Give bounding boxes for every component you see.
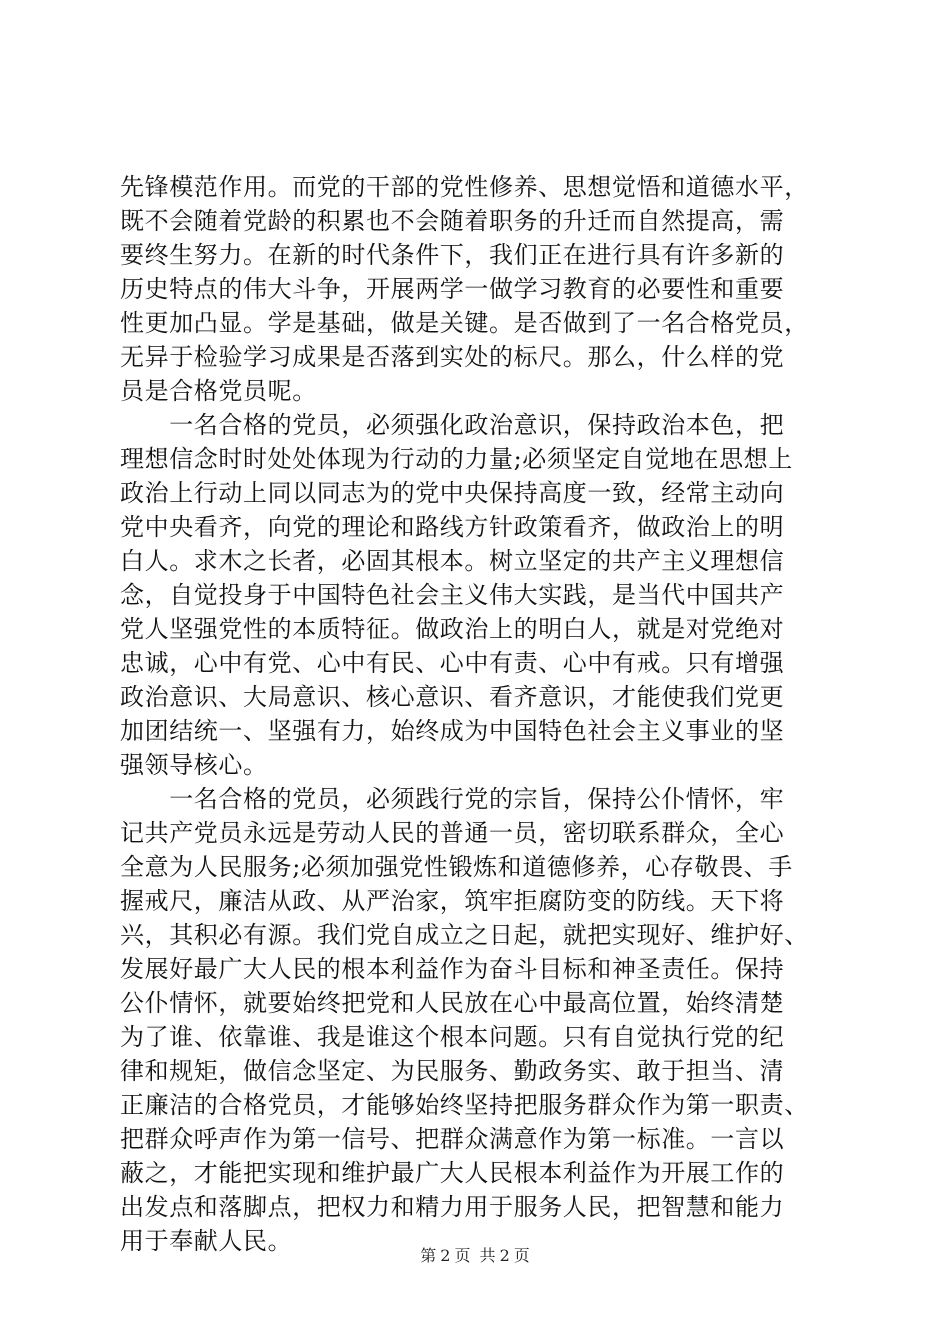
text-line: 强领导核心。	[120, 751, 268, 779]
text-line: 员是合格党员呢。	[120, 377, 317, 405]
text-line: 理想信念时时处处体现为行动的力量;必须坚定自觉地在思想上	[120, 445, 793, 473]
text-line: 为了谁、依靠谁、我是谁这个根本问题。只有自觉执行党的纪	[120, 1023, 785, 1051]
document-body	[120, 170, 832, 1258]
text-line: 党中央看齐，向党的理论和路线方针政策看齐，做政治上的明	[120, 513, 785, 541]
text-line: 政治意识、大局意识、核心意识、看齐意识，才能使我们党更	[120, 683, 785, 711]
text-line: 忠诚，心中有党、心中有民、心中有责、心中有戒。只有增强	[120, 649, 785, 677]
text-line: 历史特点的伟大斗争，开展两学一做学习教育的必要性和重要	[120, 275, 785, 303]
text-line: 把群众呼声作为第一信号、把群众满意作为第一标准。一言以	[120, 1125, 785, 1153]
text-line: 记共产党员永远是劳动人民的普通一员，密切联系群众，全心	[120, 819, 785, 847]
text-line: 公仆情怀，就要始终把党和人民放在心中最高位置，始终清楚	[120, 989, 785, 1017]
text-line: 一名合格的党员，必须强化政治意识，保持政治本色，把	[120, 411, 785, 439]
text-line: 蔽之，才能把实现和维护最广大人民根本利益作为开展工作的	[120, 1159, 785, 1187]
text-line: 既不会随着党龄的积累也不会随着职务的升迁而自然提高，需	[120, 207, 785, 235]
text-line: 握戒尺，廉洁从政、从严治家，筑牢拒腐防变的防线。天下将	[120, 887, 785, 915]
text-line: 念，自觉投身于中国特色社会主义伟大实践，是当代中国共产	[120, 581, 785, 609]
total-pages-number: 2	[499, 1246, 510, 1265]
text-line: 发展好最广大人民的根本利益作为奋斗目标和神圣责任。保持	[120, 955, 785, 983]
text-line: 先锋模范作用。而党的干部的党性修养、思想觉悟和道德水平，	[120, 173, 809, 201]
text-line: 党人坚强党性的本质特征。做政治上的明白人，就是对党绝对	[120, 615, 785, 643]
total-label: 共	[479, 1246, 496, 1265]
text-line: 正廉洁的合格党员，才能够始终坚持把服务群众作为第一职责、	[120, 1091, 809, 1119]
text-line: 加团结统一、坚强有力，始终成为中国特色社会主义事业的坚	[120, 717, 785, 745]
page-label: 第	[420, 1246, 437, 1265]
text-line: 一名合格的党员，必须践行党的宗旨，保持公仆情怀，牢	[120, 785, 785, 813]
text-line: 白人。求木之长者，必固其根本。树立坚定的共产主义理想信	[120, 547, 785, 575]
text-line: 政治上行动上同以同志为的党中央保持高度一致，经常主动向	[120, 479, 785, 507]
text-line: 用于奉献人民。	[120, 1227, 293, 1255]
text-line: 要终生努力。在新的时代条件下，我们正在进行具有许多新的	[120, 241, 785, 269]
text-line: 律和规矩，做信念坚定、为民服务、勤政务实、敢于担当、清	[120, 1057, 785, 1085]
text-line: 无异于检验学习成果是否落到实处的标尺。那么，什么样的党	[120, 343, 785, 371]
total-unit: 页	[513, 1246, 530, 1265]
text-line: 兴，其积必有源。我们党自成立之日起，就把实现好、维护好、	[120, 921, 809, 949]
page-unit: 页	[454, 1246, 471, 1265]
text-line: 出发点和落脚点，把权力和精力用于服务人民，把智慧和能力	[120, 1193, 785, 1221]
text-line: 全意为人民服务;必须加强党性锻炼和道德修养，心存敬畏、手	[120, 853, 793, 881]
text-line: 性更加凸显。学是基础，做是关键。是否做到了一名合格党员，	[120, 309, 809, 337]
page-footer	[0, 1246, 950, 1266]
current-page-number: 2	[440, 1246, 451, 1265]
